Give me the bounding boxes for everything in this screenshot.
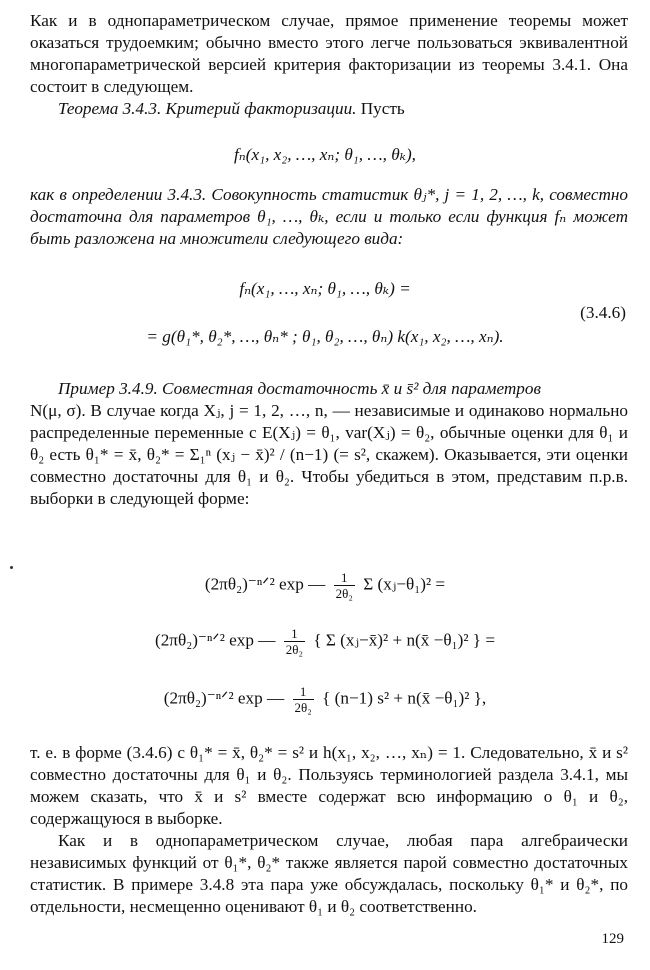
stray-mark — [10, 566, 13, 569]
equation-line-1 — [0, 570, 650, 601]
paragraph-intro: Как и в однопараметрическом случае, прямое применение теоремы может оказаться трудоемким; обычно вместо этого легче пользоваться эквивалентной многопараметрической версией критерия факторизации из теоремы 3.4.1. Она состоит в следующем. — [30, 11, 628, 96]
formula-factorization-line1: fₙ(x₁, …, xₙ; θ₁, …, θₖ) = — [239, 279, 411, 298]
eq3-left: (2πθ₂)⁻ⁿᐟ² exp — — [163, 688, 285, 708]
example-body: N(μ, σ). В случае когда Xⱼ, j = 1, 2, …, n, — независимые и одинаково нормально распределенные переменные с E(Xⱼ) = θ₁, var(Xⱼ) = θ₂, обычные оценки для θ₁ и θ₂ есть θ₁* = x̄, θ₂* = Σ₁ⁿ (xⱼ − x̄)² / (n−1) (= s², скажем). Оказывается, эти оценки совместно достаточны для θ₁ и θ₂. Чтобы убедиться в этом, представим п.р.в. выборки в следующей форме: — [30, 401, 628, 508]
equation-line-3 — [0, 684, 650, 715]
example-title: Пример 3.4.9. Совместная достаточность x̄ и s̄² для параметров — [58, 379, 541, 398]
fraction-2-numerator: 1 — [284, 626, 305, 642]
eq3-right: { (n−1) s² + n(x̄ −θ₁)² }, — [322, 688, 487, 708]
fraction-1 — [334, 570, 355, 601]
equation-number: (3.4.6) — [580, 303, 626, 322]
equation-line-2 — [0, 626, 650, 657]
fraction-3 — [293, 684, 314, 715]
eq1-right: Σ (xⱼ−θ₁)² = — [363, 574, 446, 594]
formula-density: fₙ(x₁, x₂, …, xₙ; θ₁, …, θₖ), — [234, 145, 416, 164]
theorem-title-tail: Пусть — [356, 99, 405, 118]
theorem-title: Теорема 3.4.3. Критерий факторизации. — [58, 99, 357, 118]
fraction-3-numerator: 1 — [293, 684, 314, 700]
fraction-2 — [284, 626, 305, 657]
page-number: 129 — [601, 931, 624, 947]
fraction-1-denominator: 2θ₂ — [335, 586, 353, 601]
fraction-3-denominator: 2θ₂ — [294, 700, 312, 715]
formula-factorization-line2: = g(θ₁*, θ₂*, …, θₙ* ; θ₁, θ₂, …, θₙ) k(x₁, x₂, …, xₙ). — [146, 327, 504, 346]
theorem-heading — [30, 98, 628, 120]
fraction-1-numerator: 1 — [334, 570, 355, 586]
fraction-2-denominator: 2θ₂ — [285, 642, 304, 657]
eq2-right: { Σ (xⱼ−x̄)² + n(x̄ −θ₁)² } = — [313, 630, 496, 650]
paragraph-conclusion: т. е. в форме (3.4.6) с θ₁* = x̄, θ₂* = s² и h(x₁, x₂, …, xₙ) = 1. Следовательно, x̄ и s² совместно достаточны для θ₁ и θ₂. Пользуясь терминологией раздела 3.4.1, мы можем сказать, что x̄ и s² вместе содержат всю информацию о θ₁ и θ₂, содержащуюся в выборке. — [30, 743, 628, 828]
paragraph-final: Как и в однопараметрическом случае, любая пара алгебраически независимых функций от θ₁*, θ₂* также является парой совместно достаточных статистик. В примере 3.4.8 эта пара уже обсуждалась, поскольку θ₁* и θ₂*, по отдельности, несмещенно оценивают θ₁ и θ₂ соответственно. — [30, 831, 628, 916]
eq2-left: (2πθ₂)⁻ⁿᐟ² exp — — [154, 630, 276, 650]
eq1-left: (2πθ₂)⁻ⁿᐟ² exp — — [204, 574, 326, 594]
theorem-statement: как в определении 3.4.3. Совокупность статистик θⱼ*, j = 1, 2, …, k, совместно достаточна для параметров θ₁, …, θₖ, если и только если функция fₙ может быть разложена на множители следующего вида: — [30, 185, 628, 248]
